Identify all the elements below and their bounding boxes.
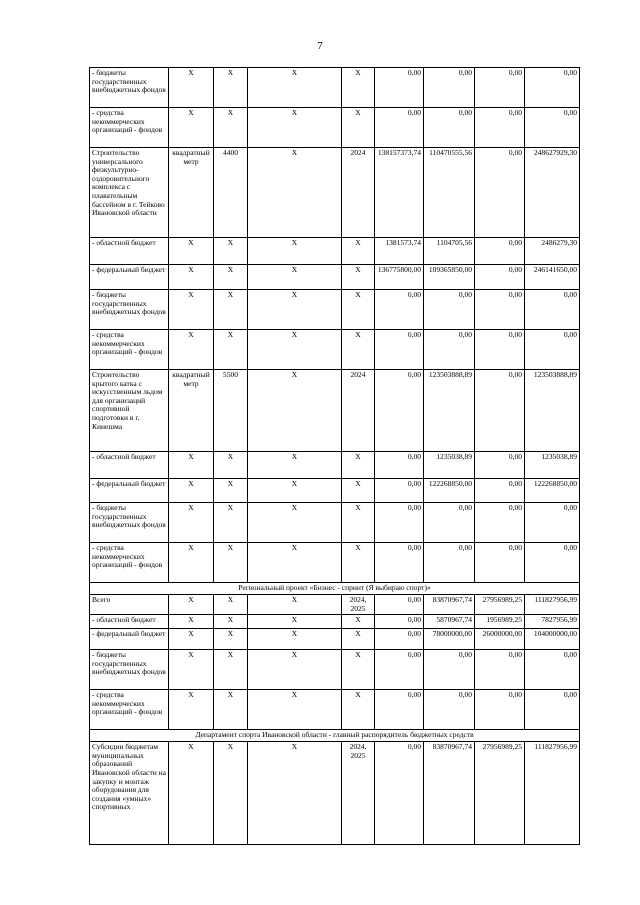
table-row [90, 615, 580, 629]
cost-cell: X [248, 290, 342, 330]
row-name: Строительство крытого катка с искусственным льдом для организаций спортивной подготовки в г. Кинешма [90, 370, 169, 452]
year-cell: X [342, 503, 375, 543]
value-2023: 0,00 [375, 650, 424, 690]
unit-cell: X [169, 265, 214, 290]
value-total: 2486279,30 [525, 238, 580, 265]
unit-cell: X [169, 615, 214, 629]
table-row [90, 650, 580, 690]
row-name: - областной бюджет [90, 452, 169, 479]
value-2024: 0,00 [424, 290, 475, 330]
year-cell: 2024, 2025 [342, 595, 375, 615]
row-name: - областной бюджет [90, 615, 169, 629]
table-row [90, 238, 580, 265]
value-2025: 27956989,25 [475, 742, 525, 845]
cost-cell: X [248, 452, 342, 479]
row-name: Субсидии бюджетам муниципальных образований Ивановской области на закупку и монтаж оборудования для создания «умных» спортивных [90, 742, 169, 845]
value-total: 123503888,89 [525, 370, 580, 452]
table-row [90, 543, 580, 583]
value-2025: 0,00 [475, 290, 525, 330]
value-total: 111827956,99 [525, 595, 580, 615]
row-name: - бюджеты государственных внебюджетных фондов [90, 68, 169, 108]
value-2024: 110470555,56 [424, 148, 475, 238]
table-row [90, 370, 580, 452]
value-2023: 0,00 [375, 595, 424, 615]
value-2023: 0,00 [375, 503, 424, 543]
value-total: 0,00 [525, 690, 580, 730]
section-title: Региональный проект «Бизнес - спринт (Я выбираю спорт)» [90, 583, 580, 595]
year-cell: X [342, 238, 375, 265]
unit-cell: X [169, 452, 214, 479]
value-2023: 0,00 [375, 68, 424, 108]
row-name: Всего [90, 595, 169, 615]
cost-cell: X [248, 503, 342, 543]
table-row [90, 742, 580, 845]
value-2024: 0,00 [424, 108, 475, 148]
year-cell: X [342, 330, 375, 370]
value-2023: 0,00 [375, 330, 424, 370]
table-row [90, 68, 580, 108]
year-cell: X [342, 479, 375, 503]
unit-cell: X [169, 650, 214, 690]
value-total: 0,00 [525, 108, 580, 148]
cost-cell: X [248, 68, 342, 108]
value-2023: 0,00 [375, 742, 424, 845]
value-2023: 0,00 [375, 370, 424, 452]
row-name: - федеральный бюджет [90, 479, 169, 503]
cost-cell: X [248, 479, 342, 503]
value-2024: 0,00 [424, 68, 475, 108]
qty-cell: X [214, 265, 248, 290]
value-2025: 0,00 [475, 690, 525, 730]
value-total: 1235038,89 [525, 452, 580, 479]
value-total: 0,00 [525, 68, 580, 108]
value-total: 0,00 [525, 543, 580, 583]
row-name: - федеральный бюджет [90, 265, 169, 290]
cost-cell: X [248, 370, 342, 452]
row-name: - средства некоммерческих организаций - фондов [90, 690, 169, 730]
year-cell: X [342, 543, 375, 583]
year-cell: X [342, 68, 375, 108]
cost-cell: X [248, 690, 342, 730]
year-cell: X [342, 265, 375, 290]
value-total: 246141650,00 [525, 265, 580, 290]
value-total: 111827956,99 [525, 742, 580, 845]
value-2025: 0,00 [475, 68, 525, 108]
qty-cell: X [214, 595, 248, 615]
unit-cell: X [169, 742, 214, 845]
qty-cell: X [214, 330, 248, 370]
value-total: 0,00 [525, 290, 580, 330]
unit-cell: X [169, 330, 214, 370]
year-cell: X [342, 650, 375, 690]
value-total: 248627929,30 [525, 148, 580, 238]
table-row [90, 503, 580, 543]
table-row [90, 452, 580, 479]
qty-cell: X [214, 690, 248, 730]
table-row [90, 479, 580, 503]
table-row [90, 690, 580, 730]
year-cell: 2024, 2025 [342, 742, 375, 845]
cost-cell: X [248, 742, 342, 845]
cost-cell: X [248, 615, 342, 629]
value-total: 122268850,00 [525, 479, 580, 503]
cost-cell: X [248, 629, 342, 650]
value-total: 0,00 [525, 503, 580, 543]
cost-cell: X [248, 265, 342, 290]
unit-cell: X [169, 68, 214, 108]
year-cell: X [342, 629, 375, 650]
table-row [90, 330, 580, 370]
value-2023: 138157373,74 [375, 148, 424, 238]
unit-cell: квадратный метр [169, 370, 214, 452]
value-2023: 0,00 [375, 452, 424, 479]
value-2023: 0,00 [375, 479, 424, 503]
value-2024: 0,00 [424, 650, 475, 690]
table-row [90, 108, 580, 148]
cost-cell: X [248, 238, 342, 265]
value-2025: 1956989,25 [475, 615, 525, 629]
qty-cell: X [214, 238, 248, 265]
cost-cell: X [248, 108, 342, 148]
qty-cell: X [214, 108, 248, 148]
unit-cell: квадратный метр [169, 148, 214, 238]
value-2024: 123503888,89 [424, 370, 475, 452]
value-2025: 0,00 [475, 650, 525, 690]
value-2024: 83870967,74 [424, 595, 475, 615]
value-2024: 0,00 [424, 503, 475, 543]
cost-cell: X [248, 148, 342, 238]
year-cell: 2024 [342, 148, 375, 238]
value-2025: 27956989,25 [475, 595, 525, 615]
value-2025: 0,00 [475, 265, 525, 290]
value-2023: 0,00 [375, 629, 424, 650]
qty-cell: X [214, 629, 248, 650]
value-2024: 122268850,00 [424, 479, 475, 503]
unit-cell: X [169, 238, 214, 265]
qty-cell: X [214, 615, 248, 629]
value-total: 104000000,00 [525, 629, 580, 650]
qty-cell: X [214, 452, 248, 479]
row-name: - бюджеты государственных внебюджетных фондов [90, 290, 169, 330]
section-header-row [90, 730, 580, 742]
cost-cell: X [248, 650, 342, 690]
value-2025: 26000000,00 [475, 629, 525, 650]
unit-cell: X [169, 543, 214, 583]
value-2024: 1235038,89 [424, 452, 475, 479]
value-2025: 0,00 [475, 479, 525, 503]
table-row [90, 629, 580, 650]
value-2025: 0,00 [475, 148, 525, 238]
row-name: - федеральный бюджет [90, 629, 169, 650]
value-2024: 5870967,74 [424, 615, 475, 629]
page-number: 7 [317, 40, 323, 52]
value-2025: 0,00 [475, 452, 525, 479]
qty-cell: X [214, 650, 248, 690]
year-cell: X [342, 452, 375, 479]
value-2024: 109365850,00 [424, 265, 475, 290]
qty-cell: X [214, 290, 248, 330]
value-2025: 0,00 [475, 503, 525, 543]
table-row [90, 148, 580, 238]
year-cell: X [342, 290, 375, 330]
value-2024: 78000000,00 [424, 629, 475, 650]
table-row [90, 265, 580, 290]
value-2023: 0,00 [375, 290, 424, 330]
value-2025: 0,00 [475, 543, 525, 583]
value-2025: 0,00 [475, 238, 525, 265]
value-2024: 83870967,74 [424, 742, 475, 845]
section-header-row [90, 583, 580, 595]
unit-cell: X [169, 108, 214, 148]
cost-cell: X [248, 595, 342, 615]
value-2024: 0,00 [424, 543, 475, 583]
unit-cell: X [169, 479, 214, 503]
cost-cell: X [248, 543, 342, 583]
value-total: 0,00 [525, 330, 580, 370]
row-name: - бюджеты государственных внебюджетных фондов [90, 650, 169, 690]
qty-cell: 5500 [214, 370, 248, 452]
year-cell: X [342, 615, 375, 629]
row-name: - областной бюджет [90, 238, 169, 265]
qty-cell: X [214, 68, 248, 108]
row-name: - средства некоммерческих организаций - фондов [90, 108, 169, 148]
unit-cell: X [169, 503, 214, 543]
year-cell: X [342, 690, 375, 730]
value-2025: 0,00 [475, 330, 525, 370]
row-name: Строительство универсального физкультурно-оздоровительного комплекса с плавательным бассейном в г. Тейково Ивановской области [90, 148, 169, 238]
row-name: - средства некоммерческих организаций - фондов [90, 330, 169, 370]
qty-cell: X [214, 543, 248, 583]
unit-cell: X [169, 629, 214, 650]
qty-cell: 4400 [214, 148, 248, 238]
qty-cell: X [214, 742, 248, 845]
qty-cell: X [214, 503, 248, 543]
cost-cell: X [248, 330, 342, 370]
value-2025: 0,00 [475, 108, 525, 148]
row-name: - бюджеты государственных внебюджетных фондов [90, 503, 169, 543]
year-cell: 2024 [342, 370, 375, 452]
unit-cell: X [169, 690, 214, 730]
value-2024: 1104705,56 [424, 238, 475, 265]
value-2024: 0,00 [424, 330, 475, 370]
budget-table [89, 67, 580, 845]
value-2023: 0,00 [375, 690, 424, 730]
value-2023: 0,00 [375, 543, 424, 583]
table-row [90, 595, 580, 615]
section-title: Департамент спорта Ивановской области - главный распорядитель бюджетных средств [90, 730, 580, 742]
value-2023: 0,00 [375, 615, 424, 629]
qty-cell: X [214, 479, 248, 503]
year-cell: X [342, 108, 375, 148]
table-row [90, 290, 580, 330]
unit-cell: X [169, 290, 214, 330]
value-2024: 0,00 [424, 690, 475, 730]
unit-cell: X [169, 595, 214, 615]
value-2023: 1381573,74 [375, 238, 424, 265]
value-total: 7827956,99 [525, 615, 580, 629]
value-2025: 0,00 [475, 370, 525, 452]
row-name: - средства некоммерческих организаций - фондов [90, 543, 169, 583]
value-total: 0,00 [525, 650, 580, 690]
value-2023: 0,00 [375, 108, 424, 148]
value-2023: 136775800,00 [375, 265, 424, 290]
